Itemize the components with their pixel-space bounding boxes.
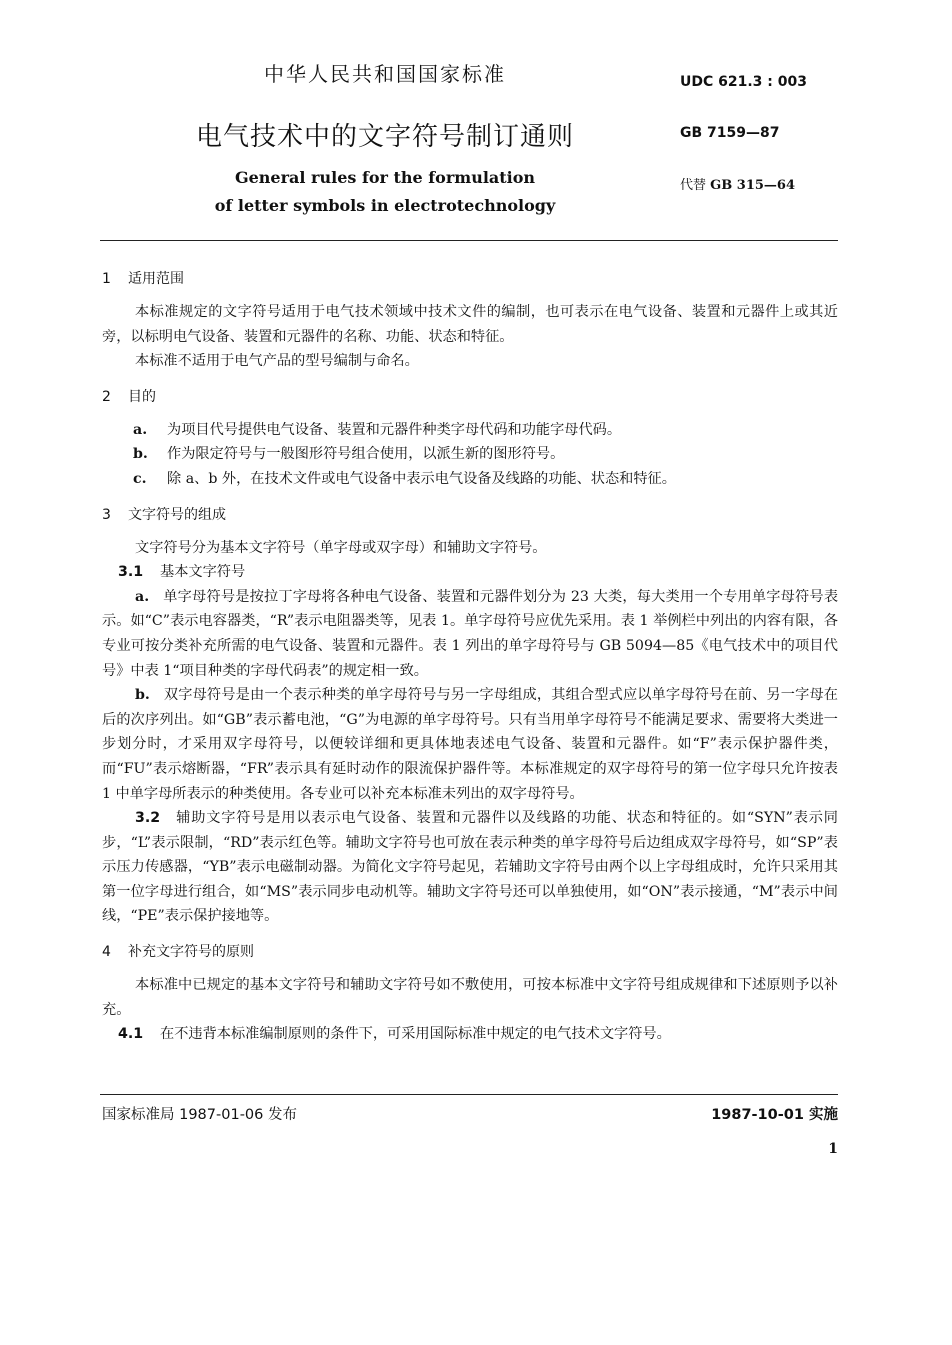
footer-divider — [100, 1094, 838, 1095]
subsection-title: 基本文字符号 — [160, 564, 246, 581]
paragraph — [102, 806, 838, 929]
paragraph: 本标准中已规定的基本文字符号和辅助文字符号如不敷使用，可按本标准中文字符号组成规律和下述原则予以补充。 — [102, 977, 838, 1018]
section-heading — [102, 268, 838, 290]
replace-label: 代替 — [680, 178, 707, 193]
paragraph-label: b. — [135, 687, 150, 704]
chinese-title: 电气技术中的文字符号制订通则 — [195, 122, 574, 152]
paragraph — [102, 585, 838, 683]
section-heading — [102, 941, 838, 963]
paragraph-text: 双字母符号是由一个表示种类的单字母符号与另一字母组成，其组合型式应以单字母符号在前、另一字母在后的次序列出。如“GB”表示蓄电池，“G”为电源的单字母符号。只有当用单字母符号不能满足要求、需要将大类进一步划分时，才采用双字母符号，以便较详细和更具体地表述电气设备、装置和元器件。如“F”表示保护器件类，而“FU”表示熔断器，“FR”表示具有延时动作的限流保护器件等。本标准规定的双字母符号的第一位字母只允许按表 1 中单字母所表示的种类使用。各专业可以补充本标准未列出的双字母符号。 — [102, 687, 838, 802]
list-item-text: 作为限定符号与一般图形符号组合使用，以派生新的图形符号。 — [167, 446, 565, 463]
section-number: 3 — [102, 506, 111, 523]
replace-number: GB 315—64 — [710, 178, 795, 193]
subsection-number: 3.2 — [135, 810, 161, 827]
list-item — [102, 467, 838, 492]
subsection-number: 4.1 — [118, 1026, 144, 1043]
subsection-heading — [102, 560, 838, 585]
paragraph — [102, 1022, 838, 1047]
country-standard-heading: 中华人民共和国国家标准 — [264, 62, 506, 86]
page-number: 1 — [828, 1141, 838, 1157]
udc-number: UDC 621.3 : 003 — [680, 74, 807, 90]
section-heading — [102, 386, 838, 408]
section-number: 2 — [102, 388, 111, 405]
paragraph-text: 辅助文字符号是用以表示电气设备、装置和元器件以及线路的功能、状态和特征的。如“SYN”表示同步，“L”表示限制，“RD”表示红色等。辅助文字符号也可放在表示种类的单字母符号后边组成双字母符号，如“SP”表示压力传感器，“YB”表示电磁制动器。为简化文字符号起见，若辅助文字符号由两个以上字母组成时，允许只采用其第一位字母进行组合，如“MS”表示同步电动机等。辅助文字符号还可以单独使用，如“ON”表示接通，“M”表示中间线，“PE”表示保护接地等。 — [102, 810, 838, 925]
paragraph: 本标准不适用于电气产品的型号编制与命名。 — [135, 353, 419, 370]
section-1 — [102, 268, 838, 374]
paragraph-text: 在不违背本标准编制原则的条件下，可采用国际标准中规定的电气技术文字符号。 — [160, 1026, 671, 1043]
section-title: 适用范围 — [128, 271, 184, 287]
issue-date: 国家标准局 1987-01-06 发布 — [102, 1107, 297, 1123]
section-4 — [102, 941, 838, 1047]
paragraph-text: 单字母符号是按拉丁字母将各种电气设备、装置和元器件划分为 23 大类，每大类用一个专用单字母符号表示。如“C”表示电容器类，“R”表示电阻器类等，见表 1。单字母符号应优先采用。表 1 举例栏中列出的内容有限，各专业可按分类补充所需的电气设备、装置和元器件。表 1 列出的单字母符号与 GB 5094—85《电气技术中的项目代号》中表 1“项目种类的字母代码表”的规定相一致。 — [102, 588, 839, 679]
paragraph: 文字符号分为基本文字符号（单字母或双字母）和辅助文字符号。 — [135, 539, 547, 556]
header-divider — [100, 240, 838, 241]
paragraph — [102, 683, 838, 806]
section-number: 4 — [102, 944, 111, 961]
list-item — [102, 418, 838, 443]
section-heading — [102, 504, 838, 526]
paragraph: 本标准规定的文字符号适用于电气技术领域中技术文件的编制，也可表示在电气设备、装置和元器件上或其近旁，以标明电气设备、装置和元器件的名称、功能、状态和特征。 — [102, 304, 838, 345]
effective-date: 1987-10-01 实施 — [711, 1107, 838, 1123]
english-title-line2: of letter symbols in electrotechnology — [214, 196, 556, 215]
english-title-line1: General rules for the formulation — [234, 168, 536, 187]
section-number: 1 — [102, 271, 111, 287]
section-3 — [102, 504, 838, 930]
section-title: 文字符号的组成 — [128, 506, 226, 523]
list-item-text: 除 a、b 外，在技术文件或电气设备中表示电气设备及线路的功能、状态和特征。 — [167, 470, 676, 487]
list-item-text: 为项目代号提供电气设备、装置和元器件种类字母代码和功能字母代码。 — [167, 421, 622, 438]
section-title: 补充文字符号的原则 — [128, 944, 254, 961]
list-item-label: b. — [133, 446, 148, 463]
list-item-label: a. — [133, 421, 148, 438]
paragraph-label: a. — [135, 588, 150, 605]
subsection-number: 3.1 — [118, 564, 144, 581]
list-item — [102, 442, 838, 467]
section-2 — [102, 386, 838, 492]
section-title: 目的 — [128, 388, 156, 405]
document-body — [102, 268, 838, 1047]
list-item-label: c. — [133, 470, 147, 487]
gb-number: GB 7159—87 — [680, 125, 780, 141]
replaces-standard — [680, 174, 795, 193]
